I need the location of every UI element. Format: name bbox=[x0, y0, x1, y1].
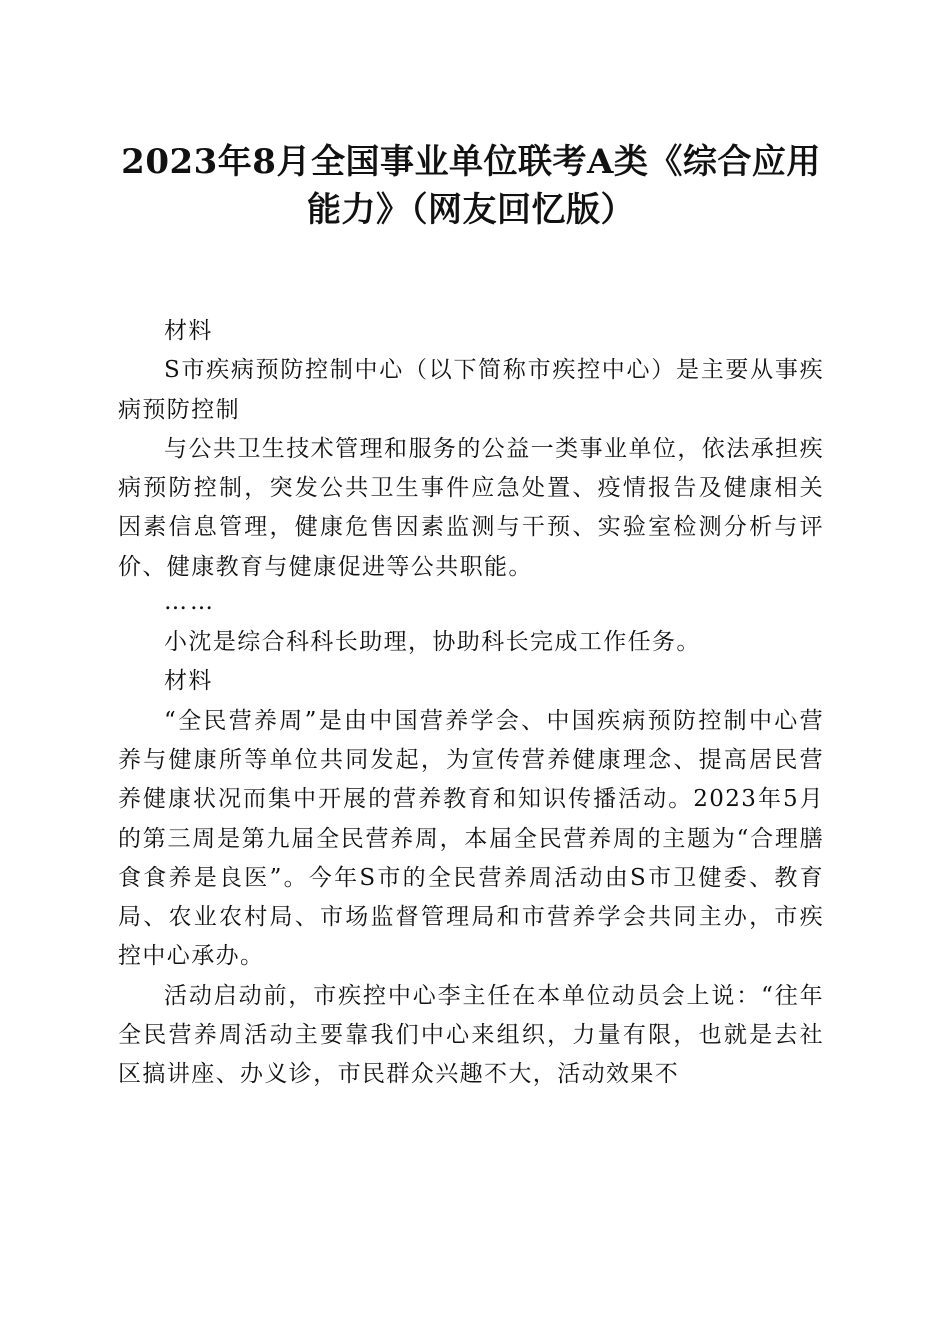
paragraph-cdc-intro: S市疾病预防控制中心（以下简称市疾控中心）是主要从事疾病预防控制 bbox=[118, 357, 824, 423]
paragraph-xiao-shen: 小沈是综合科科长助理，协助科长完成工作任务。 bbox=[164, 629, 701, 656]
section-label-material: 材料 bbox=[164, 318, 213, 344]
document-page bbox=[118, 138, 824, 1095]
section-label-material-2: 材料 bbox=[164, 668, 213, 695]
paragraph-director-speech: 活动启动前，市疾控中心李主任在本单位动员会上说：“往年全民营养周活动主要靠我们中心来组织，力量有限，也就是去社区搞讲座、办义诊，市民群众兴趣不大，活动效果不 bbox=[118, 982, 824, 1088]
document-body bbox=[118, 312, 824, 1095]
ellipsis: …… bbox=[164, 589, 216, 616]
paragraph-cdc-duties: 与公共卫生技术管理和服务的公益一类事业单位，依法承担疾病预防控制，突发公共卫生事件应急处置、疫情报告及健康相关因素信息管理，健康危售因素监测与干预、实验室检测分析与评价、健康教育与健康促进等公共职能。 bbox=[118, 435, 824, 580]
document-title: 2023年8月全国事业单位联考A类《综合应用能力》（网友回忆版） bbox=[121, 142, 821, 230]
paragraph-nutrition-week: “全民营养周”是由中国营养学会、中国疾病预防控制中心营养与健康所等单位共同发起，为宣传营养健康理念、提高居民营养健康状况而集中开展的营养教育和知识传播活动。2023年5月的第三周是第九届全民营养周，本届全民营养周的主题为“合理膳食食养是良医”。今年S市的全民营养周活动由S市卫健委、教育局、农业农村局、市场监督管理局和市营养学会共同主办，市疾控中心承办。 bbox=[118, 707, 824, 970]
